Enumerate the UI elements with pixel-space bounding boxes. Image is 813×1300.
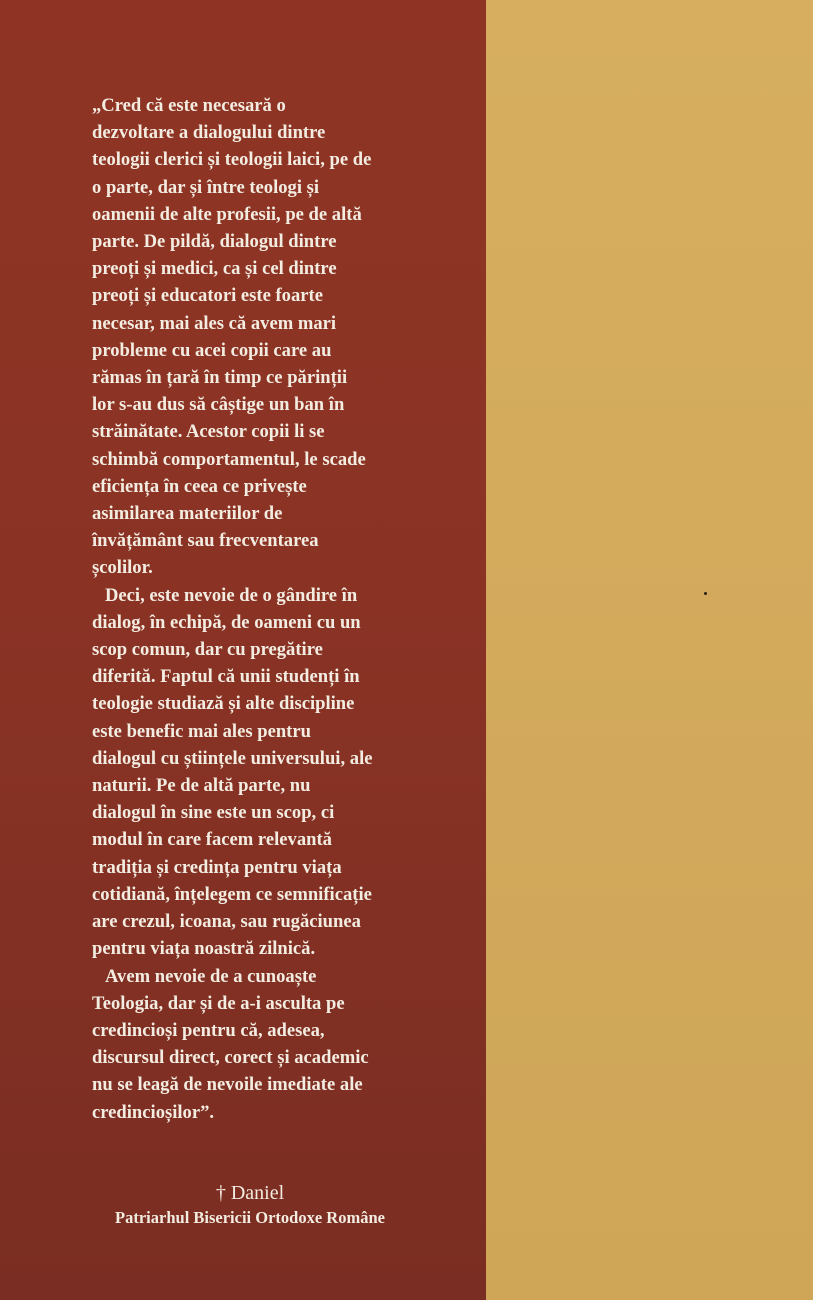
quote-line: schimbă comportamentul, le scade: [92, 448, 366, 470]
quote-line: străinătate. Acestor copii li se: [92, 421, 325, 443]
quote-line: tradiția și credința pentru viața: [92, 856, 342, 878]
quote-line: probleme cu acei copii care au: [92, 339, 332, 361]
quote-line: asimilarea materiilor de: [92, 503, 283, 525]
quote-line: preoți și medici, ca și cel dintre: [92, 258, 337, 280]
quote-line: oamenii de alte profesii, pe de altă: [92, 203, 362, 225]
quote-line: diferită. Faptul că unii studenți în: [92, 666, 360, 688]
quote-line: teologie studiază și alte discipline: [92, 693, 355, 715]
quote-line: are crezul, icoana, sau rugăciunea: [92, 911, 361, 933]
quote-line: scop comun, dar cu pregătire: [92, 639, 323, 661]
quote-line: școlilor.: [92, 557, 153, 579]
right-color-panel: [486, 0, 813, 1300]
quote-line: pentru viața noastră zilnică.: [92, 938, 316, 960]
quote-line: naturii. Pe de altă parte, nu: [92, 775, 311, 797]
quote-paragraph-1: [92, 92, 452, 582]
quote-line: este benefic mai ales pentru: [92, 720, 311, 742]
signature-name: † Daniel: [215, 1182, 285, 1204]
quote-line: teologii clerici și teologii laici, pe de: [92, 149, 372, 171]
quote-line: dialog, în echipă, de oameni cu un: [92, 611, 361, 633]
quote-line: parte. De pildă, dialogul dintre: [92, 231, 337, 253]
quote-line: dialogul cu științele universului, ale: [92, 747, 373, 769]
quote-line: modul în care facem relevantă: [92, 829, 332, 851]
signature-title: Patriarhul Bisericii Ortodoxe Române: [115, 1208, 385, 1227]
quote-block: [92, 92, 452, 1126]
quote-line: o parte, dar și între teologi și: [92, 176, 320, 198]
quote-line: dialogul în sine este un scop, ci: [92, 802, 335, 824]
quote-line: învățământ sau frecventarea: [92, 530, 319, 552]
quote-line: Deci, este nevoie de o gândire în: [105, 584, 358, 606]
quote-line: Avem nevoie de a cunoaște: [105, 965, 317, 987]
quote-line: lor s-au dus să câștige un ban în: [92, 394, 345, 416]
quote-line: necesar, mai ales că avem mari: [92, 312, 337, 334]
quote-line: „Cred că este necesară o: [92, 95, 286, 116]
quote-line: discursul direct, corect și academic: [92, 1047, 369, 1069]
quote-line: Teologia, dar și de a-i asculta pe: [92, 992, 345, 1014]
quote-line: credincioși pentru că, adesea,: [92, 1019, 325, 1041]
signature-block: [70, 1180, 430, 1230]
quote-line: cotidiană, înțelegem ce semnificație: [92, 883, 372, 905]
quote-line: credincioșilor”.: [92, 1101, 215, 1123]
quote-line: preoți și educatori este foarte: [92, 285, 323, 307]
speck-dot: [704, 592, 707, 595]
quote-line: rămas în țară în timp ce părinții: [92, 367, 348, 389]
quote-paragraph-3: [92, 963, 452, 1126]
quote-line: nu se leagă de nevoile imediate ale: [92, 1074, 363, 1096]
quote-line: eficiența în ceea ce privește: [92, 475, 307, 497]
quote-line: dezvoltare a dialogului dintre: [92, 122, 326, 144]
quote-paragraph-2: [92, 582, 452, 963]
